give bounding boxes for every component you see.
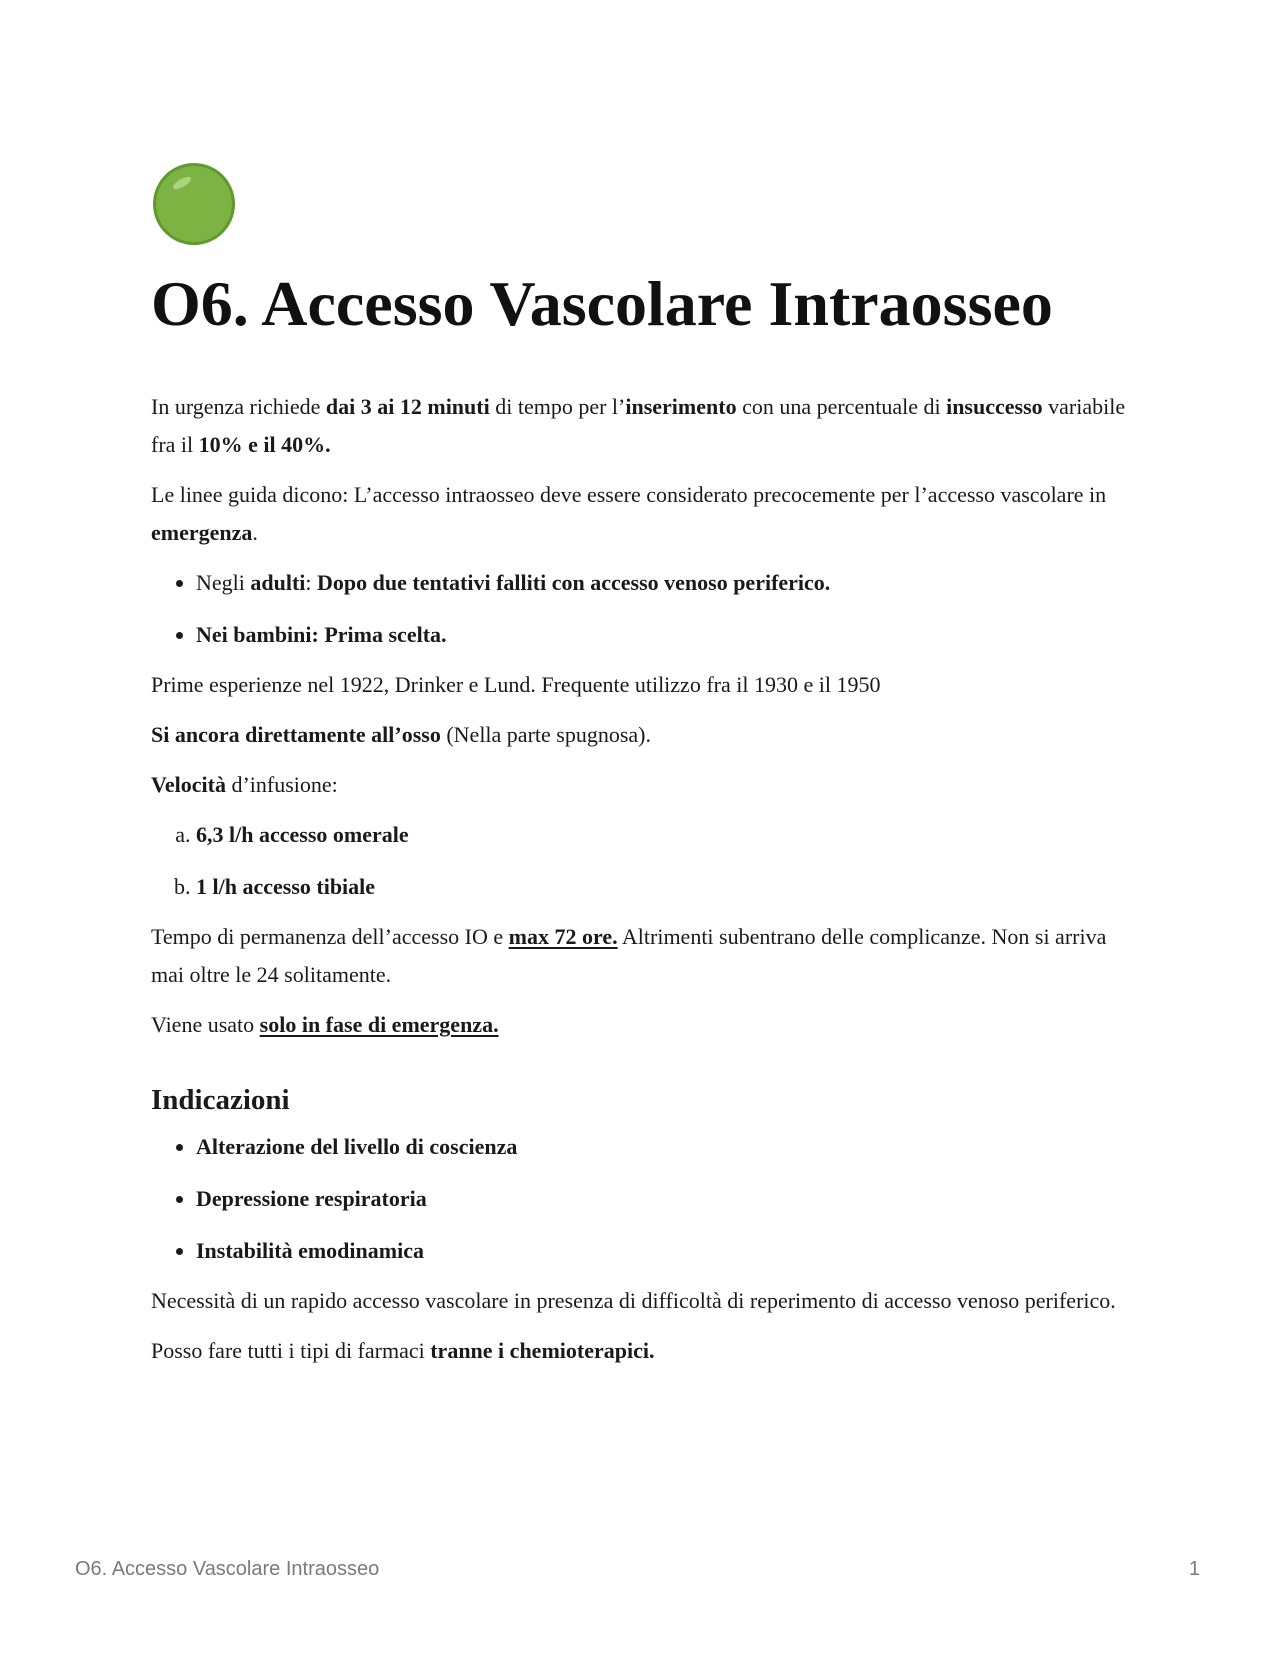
bold-text: emergenza <box>151 520 253 545</box>
text-run: Viene usato <box>151 1012 260 1037</box>
indications-list <box>151 1128 1131 1270</box>
bold-text: 1 l/h accesso tibiale <box>196 874 376 899</box>
underlined-bold-text: max 72 ore. <box>508 924 618 949</box>
bold-text: 6,3 l/h accesso omerale <box>196 822 409 847</box>
text-run: con una percentuale di <box>736 394 947 419</box>
text-run: : <box>305 570 318 595</box>
infusion-list <box>151 816 1131 906</box>
bold-text: tranne i chemioterapici. <box>430 1338 655 1363</box>
list-item <box>196 616 1131 654</box>
green-circle-icon <box>151 161 237 247</box>
text-run: Altrimenti subentrano delle complicanze. Non si arriva mai oltre le 24 solitamente. <box>151 924 1107 987</box>
text-run: d’infusione: <box>225 772 338 797</box>
guidelines-paragraph <box>151 476 1131 552</box>
usage-paragraph <box>151 1006 1131 1044</box>
bold-text: dai 3 ai 12 minuti <box>325 394 490 419</box>
anchor-paragraph <box>151 716 1131 754</box>
history-paragraph: Prime esperienze nel 1922, Drinker e Lund. Frequente utilizzo fra il 1930 e il 1950 <box>151 672 881 697</box>
text-run: Tempo di permanenza dell’accesso IO e <box>151 924 509 949</box>
list-item <box>196 1128 1131 1166</box>
footer-page-number: 1 <box>1188 1558 1200 1580</box>
footer-document-title: O6. Accesso Vascolare Intraosseo <box>75 1558 380 1580</box>
text-run: (Nella parte spugnosa). <box>440 722 651 747</box>
text-run: variabile fra il <box>151 394 1126 457</box>
text-run: di tempo per l’ <box>489 394 626 419</box>
underlined-bold-text: solo in fase di emergenza. <box>259 1012 499 1037</box>
infusion-paragraph <box>151 766 1131 804</box>
text-run: Le linee guida dicono: L’accesso intraosseo deve essere considerato precocemente per l’accesso vascolare in <box>151 482 1107 507</box>
bold-text: Alterazione del livello di coscienza <box>196 1134 518 1159</box>
drugs-paragraph <box>151 1332 1131 1370</box>
bold-text: Instabilità emodinamica <box>196 1238 424 1263</box>
list-item <box>196 816 1131 854</box>
intro-paragraph <box>151 388 1131 464</box>
text-run: Posso fare tutti i tipi di farmaci <box>151 1338 431 1363</box>
duration-paragraph <box>151 918 1131 994</box>
bold-text: 10% e il 40%. <box>198 432 331 457</box>
bold-text: Velocità <box>151 772 226 797</box>
bold-text: Nei bambini: Prima scelta. <box>196 622 447 647</box>
bold-text: Dopo due tentativi falliti con accesso venoso periferico. <box>317 570 831 595</box>
text-run: . <box>252 520 258 545</box>
bold-text: insuccesso <box>946 394 1043 419</box>
section-heading-indications: Indicazioni <box>151 1084 290 1116</box>
text-run: Negli <box>196 570 251 595</box>
text-run: In urgenza richiede <box>151 394 326 419</box>
page-title: O6. Accesso Vascolare Intraosseo <box>151 268 1053 339</box>
guidelines-list <box>151 564 1131 654</box>
bold-text: Depressione respiratoria <box>196 1186 427 1211</box>
bold-text: Si ancora direttamente all’osso <box>151 722 441 747</box>
bold-text: inserimento <box>625 394 737 419</box>
document-body <box>151 388 1131 1382</box>
list-item <box>196 1232 1131 1270</box>
necessity-paragraph: Necessità di un rapido accesso vascolare in presenza di difficoltà di reperimento di accesso venoso periferico. <box>151 1288 1116 1313</box>
bold-text: adulti <box>250 570 306 595</box>
list-item <box>196 564 1131 602</box>
list-item <box>196 868 1131 906</box>
list-item <box>196 1180 1131 1218</box>
